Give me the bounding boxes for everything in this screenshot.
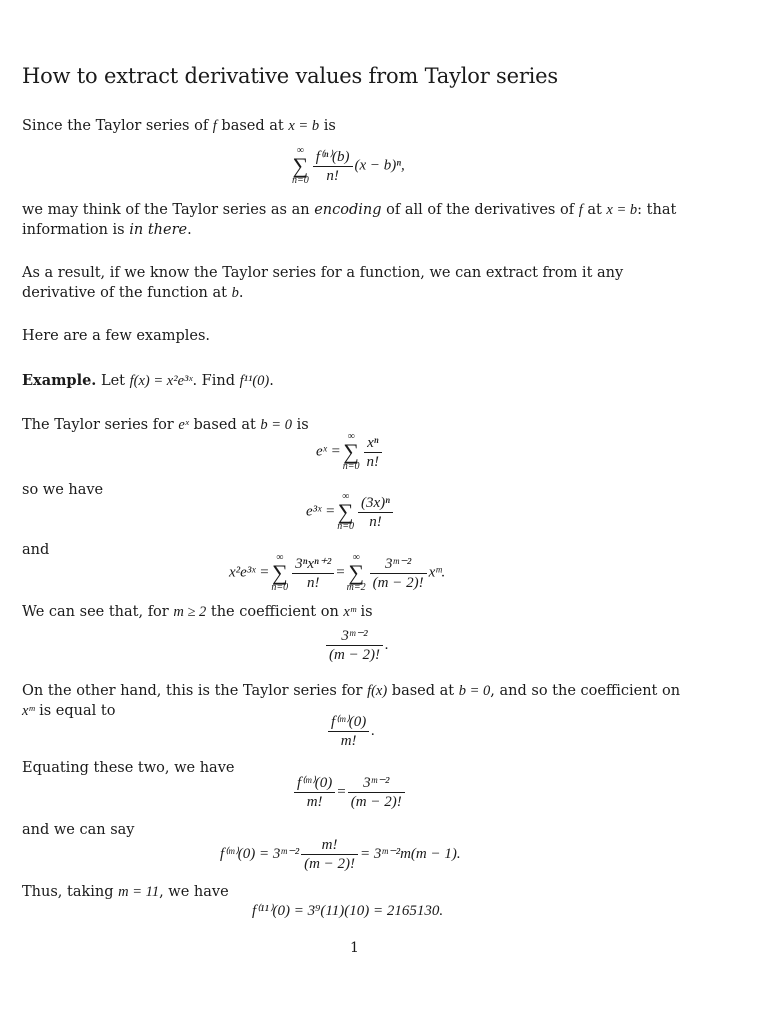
denominator: (m − 2)! [350,794,402,810]
fraction [326,627,383,664]
equation-lhs: x²e³ˣ = [229,564,270,581]
emphasis-in-there: in there [129,222,188,238]
numerator: f⁽ⁿ⁾(b) [313,148,353,167]
sum-lower: n=0 [271,582,289,593]
math-e-x: eˣ [178,417,189,433]
text: is [291,417,309,433]
text: the coefficient on [206,604,344,620]
sigma: ∑ [337,499,354,524]
sum-upper: ∞ [352,552,360,563]
denominator: n! [306,574,320,591]
summation-symbol [347,553,366,593]
fraction [348,774,405,811]
fraction [328,713,369,750]
fraction [358,494,393,531]
numerator: m! [301,836,358,855]
denominator: (m − 2)! [304,856,356,872]
fraction [364,434,383,471]
sum-lower: m=2 [346,582,366,593]
math-x-eq-b: x = b [288,118,320,134]
text: based at [216,118,289,134]
encoding-paragraph [22,200,697,240]
sigma: ∑ [343,439,359,464]
numerator: 3ᵐ⁻² [348,774,405,793]
denominator: m! [340,733,357,749]
text: On the other hand, this is the Taylor series for [22,683,368,699]
math-x-m: xᵐ [343,604,356,620]
text: As a result, if we know the Taylor series for a function, we can extract from it any derivative of the function at [22,265,624,301]
numerator: (3x)ⁿ [358,494,393,513]
text: based at [188,417,261,433]
equation-fm-result [220,836,461,873]
and-text: and [22,542,50,558]
text: Thus, taking [22,884,119,900]
denominator: (m − 2)! [329,647,380,663]
equation-tail: (x − b)ⁿ, [354,157,405,174]
equation-lhs: f⁽ᵐ⁾(0) = 3ᵐ⁻² [220,845,300,862]
denominator: n! [326,167,339,184]
text: , we have [159,884,229,900]
numerator: xⁿ [364,434,383,453]
summation-symbol [292,146,309,186]
fraction [370,555,427,592]
sum-upper: ∞ [276,552,284,563]
math-target: f¹¹(0) [239,373,270,389]
sum-lower: n=0 [337,521,355,532]
denominator: n! [369,513,382,530]
fraction [292,555,334,592]
sigma: ∑ [292,153,309,178]
page-title: How to extract derivative values from Taylor series [22,64,558,88]
fraction [294,774,335,811]
text: . [238,285,244,301]
examples-intro: Here are a few examples. [22,328,211,344]
equation-lhs: eˣ = [316,443,341,460]
numerator: 3ᵐ⁻² [326,627,383,646]
equals-sign: = [337,783,346,800]
sigma: ∑ [348,560,364,585]
text: , and so the coefficient on [490,683,681,699]
numerator: 3ⁿxⁿ⁺² [292,555,334,574]
math-m-eq-11: m = 11 [118,884,160,900]
sigma: ∑ [271,560,288,585]
text: is [319,118,336,134]
sum-upper: ∞ [342,491,350,502]
thus-paragraph [22,882,697,902]
text: . [269,373,274,389]
sum-upper: ∞ [347,431,355,442]
numerator: f⁽ᵐ⁾(0) [328,713,369,732]
denominator: n! [366,453,380,470]
math-b-eq-0: b = 0 [458,683,491,699]
equation-x2e3x-series [229,553,445,593]
numerator: f⁽ᵐ⁾(0) [294,774,335,793]
math-f: f [578,202,583,218]
summation-symbol [271,553,288,593]
equation-tail: xᵐ. [428,564,446,581]
math-f-x: f(x) [367,683,388,699]
equation-lhs: e³ˣ = [306,503,336,520]
sum-upper: ∞ [296,145,304,156]
equation-fm-over-m [326,713,375,750]
denominator: (m − 2)! [372,574,424,591]
equation-tail: = 3ᵐ⁻²m(m − 1). [360,845,461,862]
text: : that information is [22,202,677,238]
equating-text: Equating these two, we have [22,760,235,776]
sum-lower: n=0 [342,461,360,472]
sum-lower: n=0 [292,175,309,186]
page-number: 1 [350,940,359,956]
equation-tail: . [384,636,389,653]
fraction [313,148,353,185]
math-b-eq-0: b = 0 [260,417,292,433]
equation-taylor-series [290,146,405,186]
text: We can see that, for [22,604,174,620]
text: Let [96,373,130,389]
equation-ex-series [316,432,384,472]
math-f: f [212,118,217,134]
equation-equating [292,774,407,811]
math-x-eq-b: x = b [606,202,638,218]
text: based at [387,683,459,699]
example-label: Example. [22,372,97,389]
equals-sign: = [336,564,345,581]
math-m-geq-2: m ≥ 2 [173,604,207,620]
text: . Find [192,373,240,389]
equation-coefficient [324,627,389,664]
math-b: b [231,285,239,301]
we-can-say-text: and we can say [22,822,135,838]
text: we may think of the Taylor series as an [22,202,315,218]
denominator: m! [306,794,323,810]
example-statement [22,371,697,391]
result-paragraph [22,263,697,303]
so-we-have: so we have [22,482,104,498]
coefficient-paragraph [22,602,697,622]
text: Since the Taylor series of [22,118,213,134]
equation-e3x-series [306,492,395,532]
math-x-m: xᵐ [22,703,35,719]
text: is [355,604,373,620]
text: at [582,202,607,218]
numerator: 3ᵐ⁻² [370,555,427,574]
equation-final-answer: f⁽¹¹⁾(0) = 3⁹(11)(10) = 2165130. [252,903,444,919]
intro-paragraph [22,116,697,136]
text: . [187,222,192,238]
summation-symbol [337,492,354,532]
text: of all of the derivatives of [381,202,579,218]
text: The Taylor series for [22,417,179,433]
equation-tail: . [371,722,376,739]
math-function: f(x) = x²e³ˣ [129,373,193,389]
emphasis-encoding: encoding [314,202,382,218]
summation-symbol [343,432,360,472]
fraction [301,836,358,873]
text: is equal to [34,703,116,719]
